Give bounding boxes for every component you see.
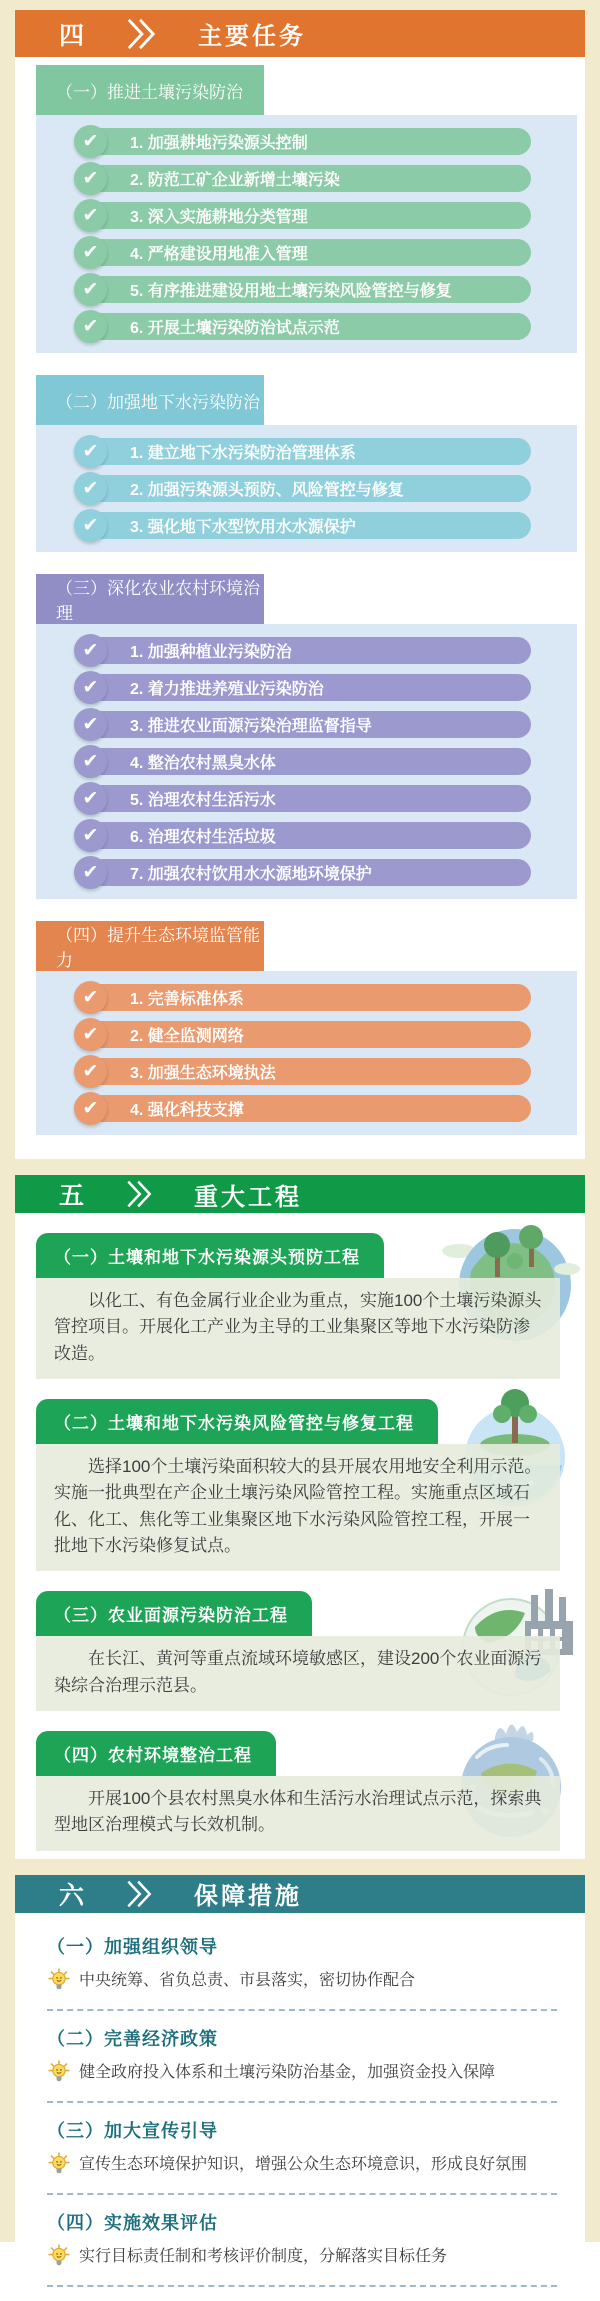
- project-block-label: （二）土壤和地下水污染风险管控与修复工程: [36, 1399, 438, 1444]
- check-icon: ✔: [74, 472, 107, 505]
- check-icon: ✔: [74, 708, 107, 741]
- check-icon: ✔: [74, 310, 107, 343]
- measure-line: [47, 2061, 557, 2087]
- lightbulb-icon: [47, 1968, 71, 1995]
- project-block-panel: [36, 1776, 560, 1851]
- task-item-pill: [82, 239, 531, 266]
- measure-line: [47, 1969, 557, 1995]
- project-block-label: （一）土壤和地下水污染源头预防工程: [36, 1233, 384, 1278]
- check-icon: ✔: [74, 273, 107, 306]
- project-block: [36, 1731, 575, 1851]
- section-title: 重大工程: [194, 1183, 303, 1211]
- section-number: 四: [59, 21, 85, 50]
- measure-text: 实行目标责任制和考核评价制度，分解落实目标任务: [79, 2247, 448, 2265]
- task-group-panel: [36, 624, 577, 899]
- task-item-label: 6. 治理农村生活垃圾: [130, 829, 276, 846]
- task-item-pill: [82, 859, 531, 886]
- task-item-label: 1. 加强种植业污染防治: [130, 644, 292, 661]
- task-group-panel: [36, 115, 577, 353]
- section-number: 六: [59, 1881, 85, 1910]
- task-item-label: 4. 强化科技支撑: [130, 1102, 244, 1119]
- task-item-pill: [82, 674, 531, 701]
- task-item-pill: [82, 748, 531, 775]
- task-item-pill: [82, 128, 531, 155]
- project-block-label: （三）农业面源污染防治工程: [36, 1591, 312, 1636]
- task-group-panel: [36, 425, 577, 552]
- dashed-divider: [47, 2193, 557, 2195]
- check-icon: ✔: [74, 199, 107, 232]
- task-item-label: 5. 有序推进建设用地土壤污染风险管控与修复: [130, 283, 452, 300]
- check-icon: ✔: [74, 125, 107, 158]
- task-item-label: 2. 健全监测网络: [130, 1028, 244, 1045]
- project-block-text: 在长江、黄河等重点流域环境敏感区，建设200个农业面源污染综合治理示范县。: [54, 1649, 542, 1695]
- check-icon: ✔: [74, 782, 107, 815]
- major-projects-header: [15, 1175, 585, 1213]
- task-item-label: 2. 防范工矿企业新增土壤污染: [130, 172, 340, 189]
- task-item-pill: [82, 202, 531, 229]
- task-item-pill: [82, 1095, 531, 1122]
- major-projects-card: [15, 1175, 585, 1859]
- task-item-pill: [82, 276, 531, 303]
- task-item-pill: [82, 438, 531, 465]
- project-block: [36, 1591, 575, 1711]
- project-block: [36, 1399, 575, 1571]
- check-icon: ✔: [74, 1018, 107, 1051]
- safeguards-header: [15, 1875, 585, 1913]
- section-title: 保障措施: [194, 1883, 303, 1911]
- task-item-label: 5. 治理农村生活污水: [130, 792, 276, 809]
- measure-item: [47, 2025, 557, 2103]
- measure-item: [47, 2209, 557, 2287]
- check-icon: ✔: [74, 671, 107, 704]
- project-block-text: 以化工、有色金属行业企业为重点，实施100个土壤污染源头管控项目。开展化工产业为主导的工业集聚区等地下水污染防渗改造。: [54, 1291, 542, 1363]
- section-title: 主要任务: [198, 23, 307, 50]
- project-blocks-container: [15, 1213, 585, 1859]
- measure-text: 健全政府投入体系和土壤污染防治基金，加强资金投入保障: [79, 2063, 496, 2081]
- task-item-label: 1. 建立地下水污染防治管理体系: [130, 445, 356, 462]
- task-group: [36, 375, 577, 552]
- check-icon: ✔: [74, 745, 107, 778]
- task-group-header: （四）提升生态环境监管能力: [36, 921, 264, 971]
- task-item-label: 6. 开展土壤污染防治试点示范: [130, 320, 340, 337]
- check-icon: ✔: [74, 162, 107, 195]
- main-tasks-header: [15, 10, 585, 57]
- task-item-label: 3. 强化地下水型饮用水水源保护: [130, 519, 356, 536]
- task-group: [36, 65, 577, 353]
- project-block-label: （四）农村环境整治工程: [36, 1731, 276, 1776]
- task-groups-container: [15, 57, 585, 1159]
- double-chevron-right-icon: [124, 18, 158, 50]
- section-number: 五: [59, 1182, 85, 1210]
- project-block-text: 选择100个土壤污染面积较大的县开展农用地安全利用示范。实施一批典型在产企业土壤污染风险管控工程。实施重点区域石化、化工、焦化等工业集聚区地下水污染风险管控工程，开展一批地下水污染修复试点。: [54, 1457, 542, 1556]
- task-item-label: 4. 严格建设用地准入管理: [130, 246, 308, 263]
- task-item-label: 3. 深入实施耕地分类管理: [130, 209, 308, 226]
- dashed-divider: [47, 2285, 557, 2287]
- check-icon: ✔: [74, 435, 107, 468]
- task-item-label: 1. 完善标准体系: [130, 991, 244, 1008]
- check-icon: ✔: [74, 1055, 107, 1088]
- task-item-pill: [82, 785, 531, 812]
- safeguards-card: [15, 1875, 585, 2301]
- project-block: [36, 1233, 575, 1379]
- project-block-panel: [36, 1278, 560, 1379]
- task-item-pill: [82, 512, 531, 539]
- measure-item: [47, 2117, 557, 2195]
- task-group-panel: [36, 971, 577, 1135]
- task-item-pill: [82, 165, 531, 192]
- lightbulb-icon: [47, 2060, 71, 2087]
- task-item-pill: [82, 313, 531, 340]
- task-group: [36, 921, 577, 1135]
- project-block-panel: [36, 1444, 560, 1571]
- task-group-header: （一）推进土壤污染防治: [36, 65, 264, 115]
- task-item-label: 7. 加强农村饮用水水源地环境保护: [130, 866, 372, 883]
- dashed-divider: [47, 2009, 557, 2011]
- dashed-divider: [47, 2101, 557, 2103]
- measure-heading: （三）加大宣传引导: [47, 2120, 218, 2141]
- main-tasks-card: [15, 10, 585, 1159]
- task-item-pill: [82, 711, 531, 738]
- double-chevron-right-icon: [124, 1180, 154, 1208]
- check-icon: ✔: [74, 509, 107, 542]
- check-icon: ✔: [74, 856, 107, 889]
- lightbulb-icon: [47, 2244, 71, 2271]
- measure-heading: （四）实施效果评估: [47, 2212, 218, 2233]
- measure-line: [47, 2245, 557, 2271]
- check-icon: ✔: [74, 236, 107, 269]
- check-icon: ✔: [74, 634, 107, 667]
- task-item-pill: [82, 822, 531, 849]
- task-item-label: 1. 加强耕地污染源头控制: [130, 135, 308, 152]
- measure-text: 宣传生态环境保护知识，增强公众生态环境意识，形成良好氛围: [79, 2155, 528, 2173]
- task-item-pill: [82, 475, 531, 502]
- task-item-pill: [82, 1058, 531, 1085]
- check-icon: ✔: [74, 981, 107, 1014]
- task-group-header: （三）深化农业农村环境治理: [36, 574, 264, 624]
- task-item-label: 2. 加强污染源头预防、风险管控与修复: [130, 482, 404, 499]
- check-icon: ✔: [74, 819, 107, 852]
- double-chevron-right-icon: [124, 1880, 154, 1908]
- project-block-text: 开展100个县农村黑臭水体和生活污水治理试点示范，探索典型地区治理模式与长效机制。: [54, 1789, 542, 1835]
- measure-heading: （一）加强组织领导: [47, 1936, 218, 1957]
- task-item-label: 4. 整治农村黑臭水体: [130, 755, 276, 772]
- measure-heading: （二）完善经济政策: [47, 2028, 218, 2049]
- measures-container: [15, 1913, 585, 2301]
- task-item-label: 2. 着力推进养殖业污染防治: [130, 681, 324, 698]
- task-item-label: 3. 推进农业面源污染治理监督指导: [130, 718, 372, 735]
- task-item-pill: [82, 984, 531, 1011]
- measure-line: [47, 2153, 557, 2179]
- measure-text: 中央统筹、省负总责、市县落实，密切协作配合: [79, 1971, 416, 1989]
- task-group-header: （二）加强地下水污染防治: [36, 375, 264, 425]
- task-group: [36, 574, 577, 899]
- task-item-pill: [82, 1021, 531, 1048]
- task-item-label: 3. 加强生态环境执法: [130, 1065, 276, 1082]
- task-item-pill: [82, 637, 531, 664]
- measure-item: [47, 1933, 557, 2011]
- lightbulb-icon: [47, 2152, 71, 2179]
- check-icon: ✔: [74, 1092, 107, 1125]
- project-block-panel: [36, 1636, 560, 1711]
